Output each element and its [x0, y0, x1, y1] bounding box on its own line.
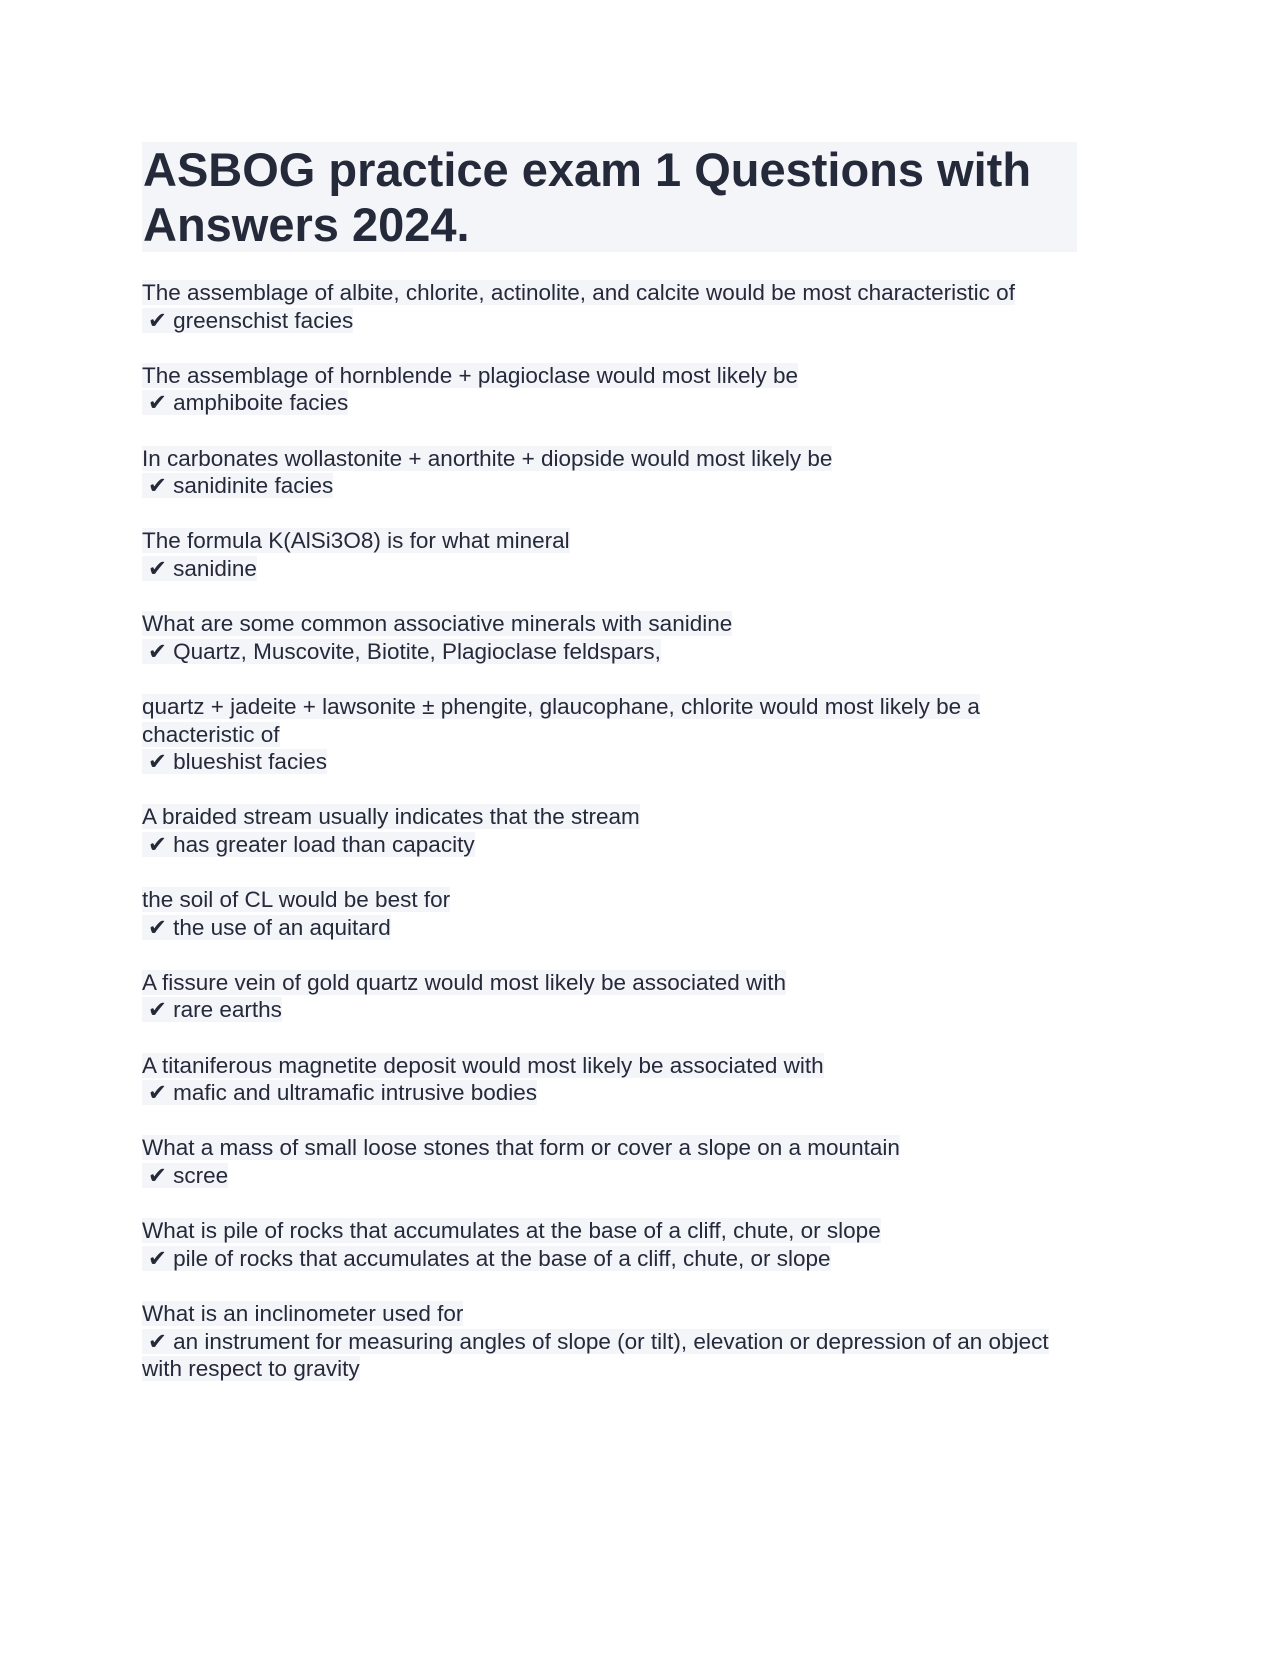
- answer-text: scree: [173, 1163, 229, 1188]
- answer: [142, 914, 1077, 942]
- question: [142, 969, 1077, 997]
- check-icon: ✔: [142, 1246, 167, 1271]
- answer-text: an instrument for measuring angles of slope (or tilt), elevation or depression of an object with respect to gravity: [142, 1328, 1049, 1382]
- question: [142, 1217, 1077, 1245]
- check-icon: ✔: [142, 639, 167, 664]
- qa-item: [142, 445, 1077, 500]
- answer: [142, 389, 1077, 417]
- qa-item: [142, 1134, 1077, 1189]
- answer: [142, 1328, 1077, 1383]
- question: [142, 610, 1077, 638]
- answer: [142, 996, 1077, 1024]
- answer: [142, 1079, 1077, 1107]
- answer-text: blueshist facies: [173, 749, 327, 775]
- answer-text: the use of an aquitard: [173, 914, 391, 940]
- question-text: quartz + jadeite + lawsonite ± phengite, glaucophane, chlorite would most likely be a chacteristic of: [142, 693, 980, 747]
- check-icon: ✔: [142, 308, 167, 333]
- question-text: A titaniferous magnetite deposit would most likely be associated with: [142, 1052, 824, 1078]
- answer-text: rare earths: [173, 997, 282, 1023]
- answer: [142, 472, 1077, 500]
- question: [142, 1134, 1077, 1162]
- answer: [142, 555, 1077, 583]
- question: [142, 1052, 1077, 1080]
- qa-item: [142, 1052, 1077, 1107]
- answer-text: sanidinite facies: [173, 473, 334, 499]
- question-text: What is an inclinometer used for: [142, 1300, 464, 1326]
- answer: [142, 307, 1077, 335]
- question: [142, 279, 1077, 307]
- check-icon: ✔: [142, 390, 167, 415]
- qa-item: [142, 1300, 1077, 1383]
- question-text: the soil of CL would be best for: [142, 887, 451, 913]
- answer: [142, 1162, 1077, 1190]
- question-text: In carbonates wollastonite + anorthite + diopside would most likely be: [142, 445, 833, 471]
- answer: [142, 831, 1077, 859]
- check-icon: ✔: [142, 832, 167, 857]
- question: [142, 886, 1077, 914]
- page-title: ASBOG practice exam 1 Questions with Answers 2024.: [142, 142, 1077, 252]
- question: [142, 445, 1077, 473]
- qa-item: [142, 527, 1077, 582]
- question: [142, 803, 1077, 831]
- answer: [142, 638, 1077, 666]
- answer-text: greenschist facies: [173, 307, 354, 333]
- question-text: A braided stream usually indicates that the stream: [142, 804, 640, 830]
- answer-text: has greater load than capacity: [173, 831, 475, 857]
- answer-text: Quartz, Muscovite, Biotite, Plagioclase feldspars,: [173, 638, 661, 664]
- check-icon: ✔: [142, 473, 167, 498]
- answer: [142, 1245, 1077, 1273]
- check-icon: ✔: [142, 915, 167, 940]
- qa-list: [142, 279, 1077, 1383]
- answer-text: mafic and ultramafic intrusive bodies: [173, 1080, 538, 1106]
- check-icon: ✔: [142, 749, 167, 774]
- question: [142, 693, 1077, 748]
- answer-text: sanidine: [173, 555, 257, 581]
- qa-item: [142, 886, 1077, 941]
- question: [142, 362, 1077, 390]
- qa-item: [142, 362, 1077, 417]
- answer-text: pile of rocks that accumulates at the base of a cliff, chute, or slope: [173, 1245, 831, 1271]
- question-text: The assemblage of hornblende + plagioclase would most likely be: [142, 362, 799, 388]
- question-text: What is pile of rocks that accumulates at the base of a cliff, chute, or slope: [142, 1218, 881, 1244]
- question-text: What a mass of small loose stones that form or cover a slope on a mountain: [142, 1135, 900, 1161]
- check-icon: ✔: [142, 1163, 167, 1188]
- question: [142, 527, 1077, 555]
- question-text: What are some common associative minerals with sanidine: [142, 611, 733, 637]
- qa-item: [142, 803, 1077, 858]
- check-icon: ✔: [142, 556, 167, 581]
- qa-item: [142, 693, 1077, 776]
- question: [142, 1300, 1077, 1328]
- question-text: A fissure vein of gold quartz would most likely be associated with: [142, 969, 787, 995]
- qa-item: [142, 610, 1077, 665]
- check-icon: ✔: [142, 997, 167, 1022]
- answer: [142, 748, 1077, 776]
- qa-item: [142, 969, 1077, 1024]
- question-text: The formula K(AlSi3O8) is for what mineral: [142, 528, 570, 554]
- check-icon: ✔: [142, 1080, 167, 1105]
- answer-text: amphiboite facies: [173, 390, 349, 416]
- qa-item: [142, 279, 1077, 334]
- question-text: The assemblage of albite, chlorite, actinolite, and calcite would be most characteristic of: [142, 280, 1015, 305]
- qa-item: [142, 1217, 1077, 1272]
- document: [142, 142, 1077, 1410]
- check-icon: ✔: [142, 1329, 167, 1354]
